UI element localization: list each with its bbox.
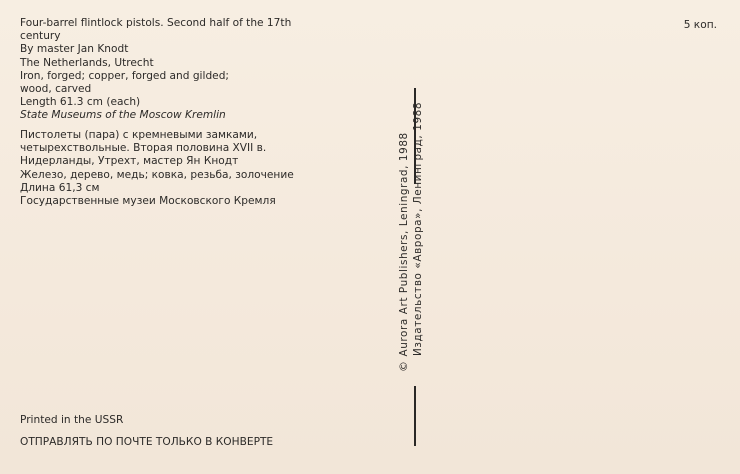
publisher-imprint	[397, 72, 431, 372]
ru-caption-line-1: Пистолеты (пара) с кремневыми замками,	[20, 129, 258, 141]
copyright-symbol: ©	[397, 360, 410, 372]
caption-master: By master Jan Knodt	[20, 43, 129, 56]
price-label: 5 коп.	[683, 19, 717, 31]
publisher-line-ru	[411, 72, 425, 372]
caption-materials-1: Iron, forged; copper, forged and gilded;	[20, 69, 229, 82]
caption-length: Length 61.3 cm (each)	[20, 96, 141, 109]
ru-caption-line-3: Нидерланды, Утрехт, мастер Ян Кнодт	[20, 155, 239, 168]
publisher-text-en: Aurora Art Publishers, Leningrad, 1988	[398, 132, 410, 357]
caption-title-line-1: Four-barrel flintlock pistols. Second half of the 17th	[20, 17, 292, 29]
ru-caption-line-2: четырехствольные. Вторая половина XVII в.	[20, 142, 267, 155]
publisher-text-ru: Издательство «Аврора», Ленинград, 1988	[412, 101, 424, 356]
mail-notice: ОТПРАВЛЯТЬ ПО ПОЧТЕ ТОЛЬКО В КОНВЕРТЕ	[20, 436, 274, 448]
printed-in-label: Printed in the USSR	[20, 414, 124, 426]
publisher-line-en	[397, 72, 411, 372]
english-caption	[20, 17, 291, 123]
divider-line-bottom	[414, 386, 416, 446]
caption-museum: State Museums of the Moscow Kremlin	[20, 109, 226, 122]
ru-caption-line-5: Длина 61,3 см	[20, 181, 100, 194]
ru-caption-line-6: Государственные музеи Московского Кремля	[20, 195, 276, 208]
caption-title-line-2: century	[20, 30, 61, 43]
caption-origin: The Netherlands, Utrecht	[20, 56, 154, 69]
russian-caption	[20, 129, 294, 208]
caption-materials-2: wood, carved	[20, 83, 92, 96]
ru-caption-line-4: Железо, дерево, медь; ковка, резьба, золочение	[20, 168, 294, 181]
